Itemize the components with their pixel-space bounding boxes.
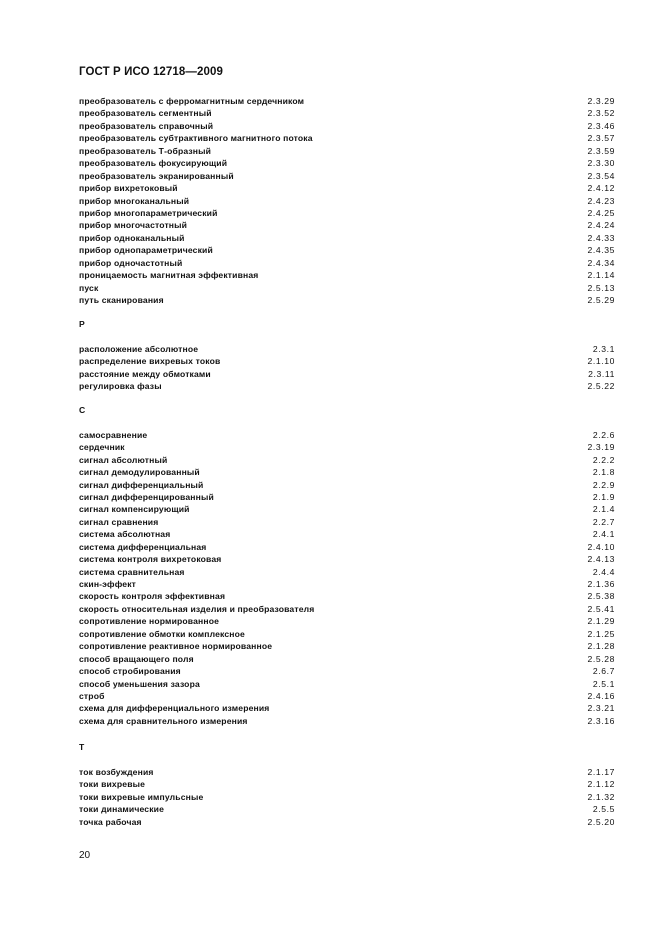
index-term: скорость контроля эффективная [79, 591, 226, 602]
index-reference: 2.6.7 [592, 666, 615, 677]
index-reference: 2.3.1 [592, 343, 615, 354]
index-term: сигнал сравнения [79, 516, 159, 527]
index-entry [79, 690, 615, 702]
index-term: сигнал абсолютный [79, 454, 168, 465]
index-term: токи вихревые [79, 779, 146, 790]
index-entry [79, 219, 615, 231]
index-term: схема для сравнительного измерения [79, 715, 248, 726]
index-entry [79, 516, 615, 528]
index-entry [79, 466, 615, 478]
index-entry [79, 454, 615, 466]
index-entry [79, 628, 615, 640]
index-term: скин-эффект [79, 579, 137, 590]
index-term: прибор многоканальный [79, 195, 190, 206]
index-reference: 2.1.29 [587, 616, 615, 627]
index-entry [79, 791, 615, 803]
index-term: сопротивление реактивное нормированное [79, 641, 273, 652]
index-term: сигнал компенсирующий [79, 504, 190, 515]
index-reference: 2.1.36 [587, 579, 615, 590]
index-entry [79, 257, 615, 269]
index-term: скорость относительная изделия и преобразователя [79, 603, 315, 614]
index-entry [79, 95, 615, 107]
index-reference: 2.4.35 [587, 245, 615, 256]
index-term: система абсолютная [79, 529, 171, 540]
index-reference: 2.5.38 [587, 591, 615, 602]
index-entry [79, 182, 615, 194]
index-reference: 2.3.19 [587, 442, 615, 453]
index-reference: 2.4.34 [587, 257, 615, 268]
index-entry [79, 665, 615, 677]
index-reference: 2.5.5 [592, 804, 615, 815]
index-entry [79, 778, 615, 790]
index-reference: 2.1.28 [587, 641, 615, 652]
index-reference: 2.4.4 [592, 566, 615, 577]
index-entry [79, 368, 615, 380]
index-entry [79, 541, 615, 553]
index-entry [79, 640, 615, 652]
index-entry [79, 195, 615, 207]
index-reference: 2.4.33 [587, 232, 615, 243]
index-term: схема для дифференциального измерения [79, 703, 270, 714]
index-reference: 2.1.8 [592, 467, 615, 478]
index-term: ток возбуждения [79, 766, 154, 777]
index-reference: 2.2.7 [592, 516, 615, 527]
index-reference: 2.1.4 [592, 504, 615, 515]
index-reference: 2.4.23 [587, 195, 615, 206]
index-term: сигнал демодулированный [79, 467, 200, 478]
index-entry [79, 232, 615, 244]
index-term: путь сканирования [79, 295, 164, 305]
index-term: распределение вихревых токов [79, 356, 221, 367]
index-entry [79, 653, 615, 665]
index-reference: 2.1.10 [587, 356, 615, 367]
index-term: прибор многопараметрический [79, 207, 218, 218]
index-entry [79, 207, 615, 219]
index-group-s [79, 404, 615, 727]
index-term: способ стробирования [79, 666, 181, 677]
index-term: преобразователь сегментный [79, 108, 212, 119]
index-term: преобразователь Т-образный [79, 145, 212, 156]
index-term: токи вихревые импульсные [79, 791, 204, 802]
index-term: прибор вихретоковый [79, 183, 178, 194]
index-term: расположение абсолютное [79, 343, 199, 354]
index-reference: 2.4.24 [587, 220, 615, 231]
index-reference: 2.1.12 [587, 779, 615, 790]
index-term: преобразователь экранированный [79, 170, 234, 181]
index-entry [79, 157, 615, 169]
index-reference: 2.3.54 [587, 170, 615, 181]
index-term: сигнал дифференцированный [79, 491, 214, 502]
index-term: преобразователь справочный [79, 120, 214, 131]
section-letter: Р [79, 319, 85, 329]
index-entry [79, 441, 615, 453]
spacer [79, 416, 615, 428]
index-reference: 2.3.29 [587, 96, 615, 106]
index-entry [79, 566, 615, 578]
index-reference: 2.4.16 [587, 690, 615, 701]
index-term: сопротивление нормированное [79, 616, 220, 627]
index-reference: 2.5.20 [587, 816, 615, 827]
index-reference: 2.2.6 [592, 429, 615, 440]
index-term: самосравнение [79, 429, 148, 440]
index-term: система сравнительная [79, 566, 185, 577]
index-term: пуск [79, 282, 99, 293]
index-entry [79, 590, 615, 602]
index-term: регулировка фазы [79, 381, 162, 392]
index-entry [79, 615, 615, 627]
spacer [79, 330, 615, 342]
index-reference: 2.5.1 [592, 678, 615, 689]
index-entry [79, 244, 615, 256]
index-reference: 2.5.41 [587, 603, 615, 614]
index-reference: 2.3.11 [588, 368, 615, 379]
index-reference: 2.1.9 [592, 491, 615, 502]
index-group-r [79, 318, 615, 393]
index-entry [79, 603, 615, 615]
index-entry [79, 479, 615, 491]
index-reference: 2.3.59 [587, 145, 615, 156]
index-entry [79, 678, 615, 690]
document-title: ГОСТ Р ИСО 12718—2009 [79, 66, 224, 78]
index-reference: 2.5.13 [587, 282, 615, 293]
index-term: сигнал дифференциальный [79, 479, 204, 490]
index-entry [79, 145, 615, 157]
index-term: преобразователь фокусирующий [79, 158, 228, 169]
index-entry [79, 578, 615, 590]
index-term: токи динамические [79, 804, 165, 815]
index-reference: 2.1.17 [587, 766, 615, 777]
index-entry [79, 816, 615, 828]
index-term: прибор однопараметрический [79, 245, 213, 256]
index-reference: 2.1.14 [587, 270, 615, 281]
section-letter: С [79, 405, 86, 415]
index-reference: 2.4.13 [587, 554, 615, 565]
index-term: точка рабочая [79, 816, 142, 827]
index-reference: 2.3.30 [587, 158, 615, 169]
index-entry [79, 355, 615, 367]
index-entry [79, 170, 615, 182]
index-entry [79, 429, 615, 441]
index-term: преобразователь субтрактивного магнитного потока [79, 133, 313, 144]
index-reference: 2.3.57 [587, 133, 615, 144]
index-reference: 2.3.52 [587, 108, 615, 119]
index-reference: 2.3.21 [587, 703, 615, 714]
index-term: прибор одночастотный [79, 257, 183, 268]
index-entry [79, 503, 615, 515]
index-entry [79, 380, 615, 392]
index-entry [79, 766, 615, 778]
index-reference: 2.3.16 [587, 715, 615, 726]
index-entry [79, 282, 615, 294]
index-group-p [79, 95, 615, 306]
index-reference: 2.1.25 [587, 628, 615, 639]
index-term: способ уменьшения зазора [79, 678, 200, 689]
index-entry [79, 120, 615, 132]
index-reference: 2.5.22 [587, 381, 615, 392]
index-entry [79, 803, 615, 815]
index-reference: 2.4.12 [587, 183, 615, 194]
index-reference: 2.4.10 [587, 541, 615, 552]
index-term: прибор многочастотный [79, 220, 188, 231]
index-entry [79, 343, 615, 355]
index-entry [79, 269, 615, 281]
index-term: проницаемость магнитная эффективная [79, 270, 259, 281]
spacer [79, 753, 615, 765]
index-entry [79, 702, 615, 714]
index-group-t [79, 741, 615, 828]
index-term: способ вращающего поля [79, 653, 194, 664]
page-number: 20 [79, 850, 91, 861]
index-reference: 2.5.28 [587, 653, 615, 664]
index-entry [79, 715, 615, 727]
index-term: расстояние между обмотками [79, 368, 211, 379]
index-term: преобразователь с ферромагнитным сердечником [79, 96, 305, 106]
section-letter: Т [79, 742, 85, 752]
index-term: сопротивление обмотки комплексное [79, 628, 245, 639]
index-reference: 2.3.46 [587, 120, 615, 131]
index-entry [79, 107, 615, 119]
index-reference: 2.2.9 [592, 479, 615, 490]
index-term: сердечник [79, 442, 125, 453]
index-entry [79, 553, 615, 565]
index-entry [79, 528, 615, 540]
index-term: система дифференциальная [79, 541, 207, 552]
index-reference: 2.5.29 [587, 295, 615, 305]
index-entry [79, 491, 615, 503]
index-entry [79, 294, 615, 306]
index-reference: 2.4.1 [592, 529, 615, 540]
index-entry [79, 132, 615, 144]
index-term: строб [79, 690, 105, 701]
index-reference: 2.2.2 [592, 454, 615, 465]
index-term: прибор одноканальный [79, 232, 185, 243]
index-reference: 2.1.32 [587, 791, 615, 802]
index-term: система контроля вихретоковая [79, 554, 222, 565]
index-reference: 2.4.25 [587, 207, 615, 218]
